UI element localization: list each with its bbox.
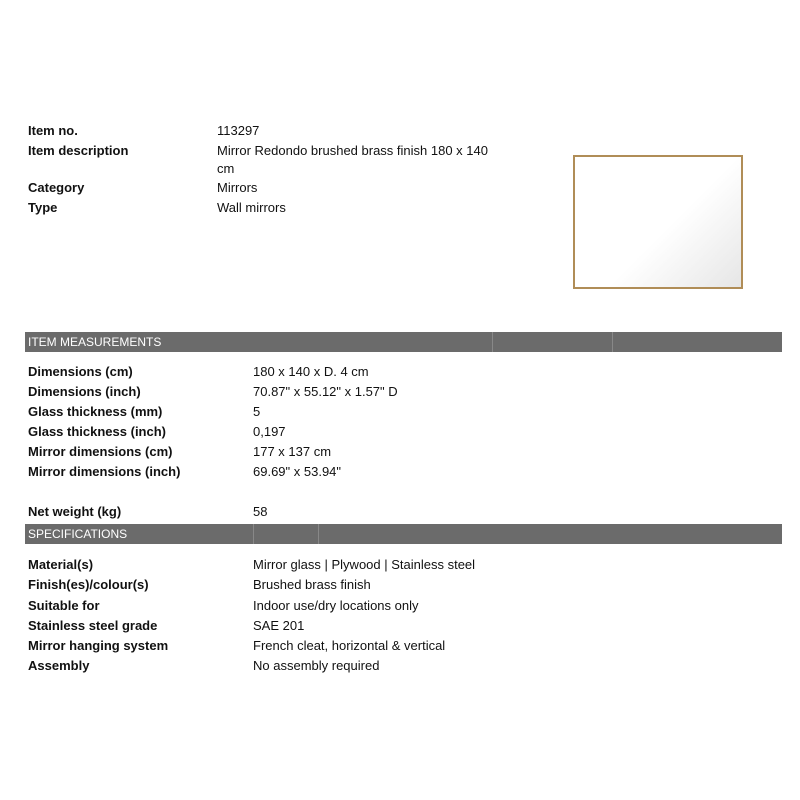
measurement-value: 70.87" x 55.12" x 1.57" D <box>253 384 398 399</box>
item-no-value: 113297 <box>217 123 260 138</box>
item-no-label: Item no. <box>28 123 78 138</box>
item-description-line2: cm <box>217 161 235 176</box>
net-weight-label: Net weight (kg) <box>28 504 122 519</box>
measurement-value: 177 x 137 cm <box>253 444 332 459</box>
item-measurements-title: ITEM MEASUREMENTS <box>28 335 162 349</box>
header-divider <box>492 332 493 352</box>
spec-value: French cleat, horizontal & vertical <box>253 638 446 653</box>
spec-label: Finish(es)/colour(s) <box>28 577 149 592</box>
specifications-title: SPECIFICATIONS <box>28 527 128 541</box>
item-description-label: Item description <box>28 143 129 158</box>
spec-value: SAE 201 <box>253 618 305 633</box>
spec-value: Brushed brass finish <box>253 577 371 592</box>
item-description-line1: Mirror Redondo brushed brass finish 180 x 140 <box>217 143 488 158</box>
item-measurements-header <box>25 332 782 352</box>
header-divider <box>612 332 613 352</box>
measurement-label: Dimensions (cm) <box>28 364 133 379</box>
type-value: Wall mirrors <box>217 200 286 215</box>
net-weight-value: 58 <box>253 504 268 519</box>
measurement-value: 0,197 <box>253 424 286 439</box>
type-label: Type <box>28 200 58 215</box>
product-image-mirror <box>573 155 743 289</box>
measurement-label: Mirror dimensions (cm) <box>28 444 173 459</box>
spec-value: Indoor use/dry locations only <box>253 598 419 613</box>
measurement-value: 5 <box>253 404 261 419</box>
specifications-header <box>25 524 782 544</box>
spec-label: Stainless steel grade <box>28 618 158 633</box>
spec-value: No assembly required <box>253 658 380 673</box>
measurement-value: 69.69" x 53.94" <box>253 464 342 479</box>
measurement-label: Glass thickness (mm) <box>28 404 163 419</box>
spec-label: Material(s) <box>28 557 94 572</box>
spec-label: Suitable for <box>28 598 100 613</box>
measurement-value: 180 x 140 x D. 4 cm <box>253 364 369 379</box>
spec-label: Mirror hanging system <box>28 638 169 653</box>
spec-label: Assembly <box>28 658 90 673</box>
category-label: Category <box>28 180 85 195</box>
measurement-label: Glass thickness (inch) <box>28 424 166 439</box>
measurement-label: Dimensions (inch) <box>28 384 141 399</box>
header-divider <box>253 524 254 544</box>
measurement-label: Mirror dimensions (inch) <box>28 464 181 479</box>
spec-value: Mirror glass | Plywood | Stainless steel <box>253 557 476 572</box>
header-divider <box>318 524 319 544</box>
category-value: Mirrors <box>217 180 258 195</box>
